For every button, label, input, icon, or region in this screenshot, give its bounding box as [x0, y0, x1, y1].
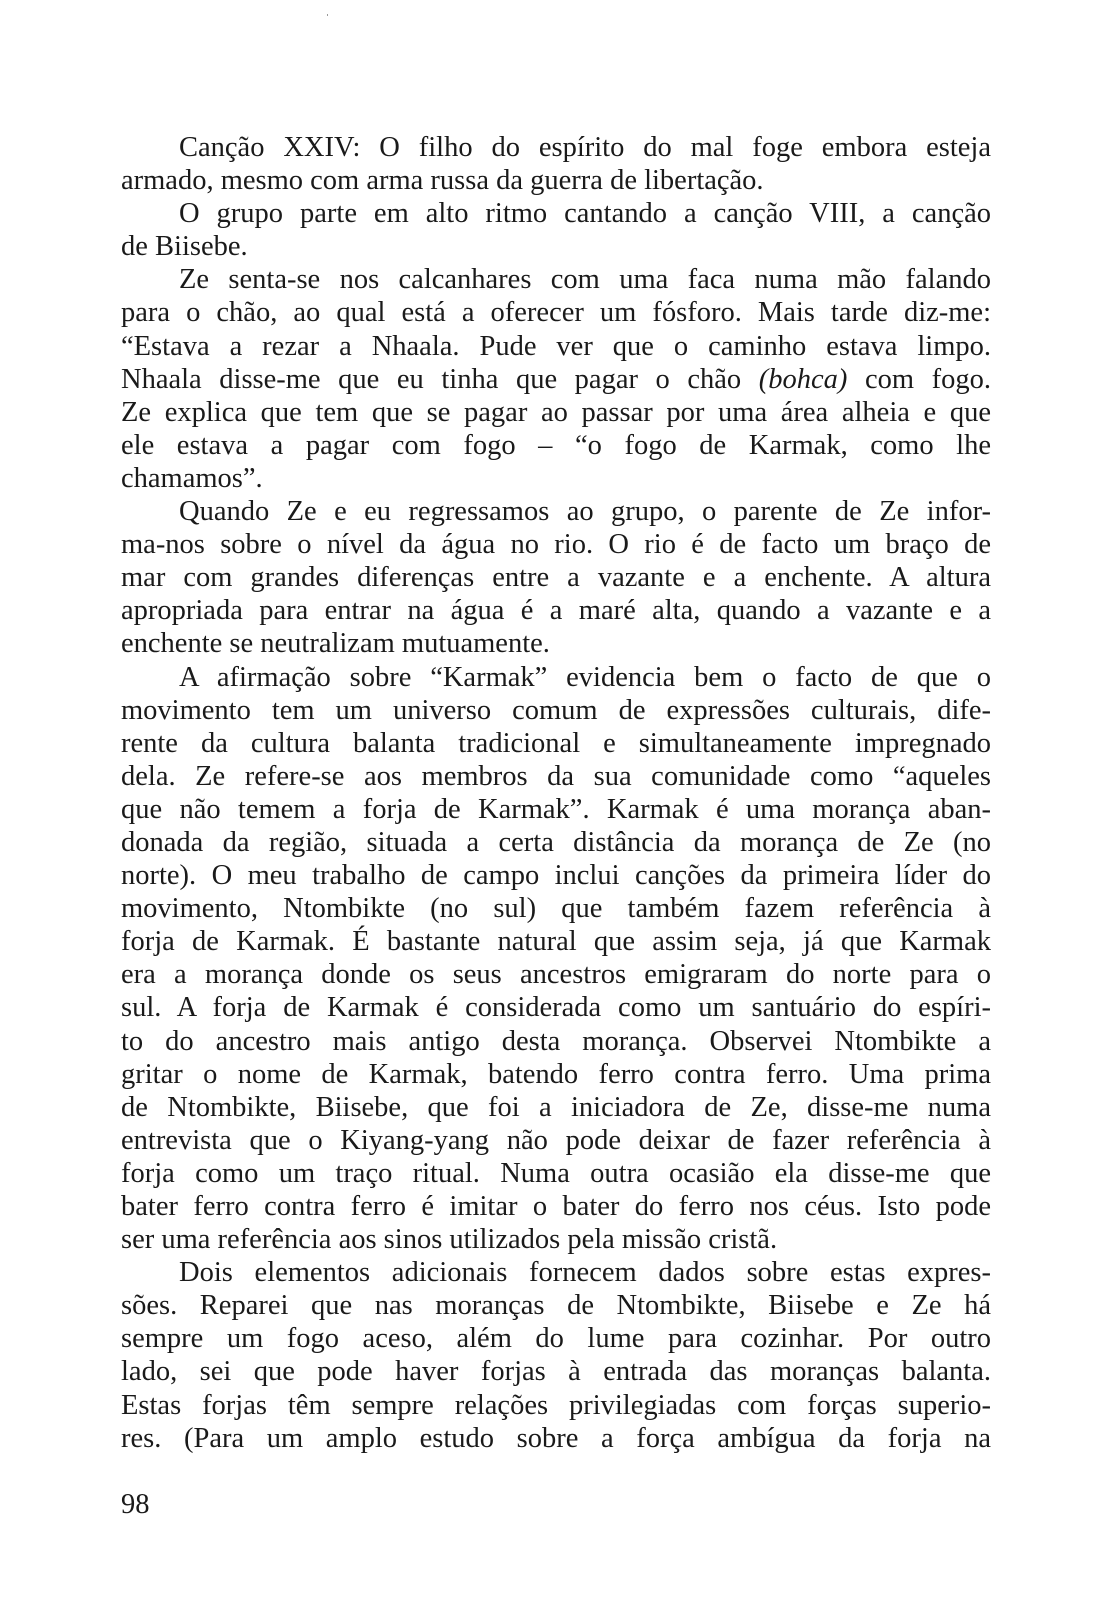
text-line: mar com grandes diferenças entre a vazante e a enchente. A altura: [121, 562, 991, 594]
text-line: lado, sei que pode haver forjas à entrada das moranças balanta.: [121, 1356, 991, 1388]
text-line: de Biisebe.: [121, 231, 248, 263]
text-line: norte). O meu trabalho de campo inclui canções da primeira líder do: [121, 860, 991, 892]
text-line: sões. Reparei que nas moranças de Ntombikte, Biisebe e Ze há: [121, 1290, 991, 1322]
text-line: [121, 363, 991, 396]
text-line: ele estava a pagar com fogo – “o fogo de Karmak, como lhe: [121, 429, 991, 461]
text-line: rente da cultura balanta tradicional e simultaneamente impregnado: [121, 727, 991, 759]
text-line: bater ferro contra ferro é imitar o bater do ferro nos céus. Isto pode: [121, 1191, 991, 1222]
text-line: Quando Ze e eu regressamos ao grupo, o parente de Ze infor-: [179, 496, 991, 528]
text-segment: com fogo.: [847, 363, 991, 395]
text-line: dela. Ze refere-se aos membros da sua comunidade como “aqueles: [121, 760, 991, 792]
text-line: chamamos”.: [121, 462, 263, 494]
text-line: armado, mesmo com arma russa da guerra de libertação.: [121, 165, 764, 197]
text-line: forja de Karmak. É bastante natural que assim seja, já que Karmak: [121, 926, 991, 958]
text-line: donada da região, situada a certa distância da morança de Ze (no: [121, 826, 991, 858]
text-line: Canção XXIV: O filho do espírito do mal foge embora esteja: [179, 132, 991, 163]
text-line: gritar o nome de Karmak, batendo ferro contra ferro. Uma prima: [121, 1058, 991, 1090]
text-line: res. (Para um amplo estudo sobre a força ambígua da forja na: [121, 1422, 991, 1454]
text-line: que não temem a forja de Karmak”. Karmak é uma morança aban-: [121, 793, 991, 825]
italic-term: (bohca): [758, 363, 848, 395]
text-line: Ze explica que tem que se pagar ao passar por uma área alheia e que: [121, 396, 991, 428]
text-line: “Estava a rezar a Nhaala. Pude ver que o caminho estava limpo.: [121, 330, 991, 362]
text-line: de Ntombikte, Biisebe, que foi a iniciadora de Ze, disse-me numa: [121, 1091, 991, 1123]
text-line: para o chão, ao qual está a oferecer um fósforo. Mais tarde diz-me:: [121, 297, 991, 329]
text-line: Estas forjas têm sempre relações privilegiadas com forças superio-: [121, 1389, 991, 1421]
page-number: 98: [121, 1489, 150, 1520]
text-line: forja como um traço ritual. Numa outra ocasião ela disse-me que: [121, 1157, 991, 1189]
text-line: era a morança donde os seus ancestros emigraram do norte para o: [121, 959, 991, 991]
text-line: to do ancestro mais antigo desta morança. Observei Ntombikte a: [121, 1025, 991, 1057]
text-line: Ze senta-se nos calcanhares com uma faca numa mão falando: [179, 264, 991, 296]
scan-speck: [327, 14, 328, 16]
text-line: apropriada para entrar na água é a maré alta, quando a vazante e a: [121, 595, 991, 627]
text-line: A afirmação sobre “Karmak” evidencia bem o facto de que o: [179, 661, 991, 693]
text-line: movimento, Ntombikte (no sul) que também fazem referência à: [121, 893, 991, 925]
text-segment: Nhaala disse-me que eu tinha que pagar o chão: [121, 363, 759, 395]
text-line: Dois elementos adicionais fornecem dados sobre estas expres-: [179, 1257, 991, 1289]
text-line: ma-nos sobre o nível da água no rio. O rio é de facto um braço de: [121, 529, 991, 561]
text-line: sul. A forja de Karmak é considerada como um santuário do espíri-: [121, 992, 991, 1024]
body-text: [121, 131, 991, 1455]
text-line: sempre um fogo aceso, além do lume para cozinhar. Por outro: [121, 1323, 991, 1355]
text-line: O grupo parte em alto ritmo cantando a canção VIII, a canção: [179, 198, 991, 230]
text-line: ser uma referência aos sinos utilizados pela missão cristã.: [121, 1224, 778, 1256]
text-line: enchente se neutralizam mutuamente.: [121, 628, 550, 660]
text-line: entrevista que o Kiyang-yang não pode deixar de fazer referência à: [121, 1124, 991, 1156]
text-line: movimento tem um universo comum de expressões culturais, dife-: [121, 694, 991, 726]
